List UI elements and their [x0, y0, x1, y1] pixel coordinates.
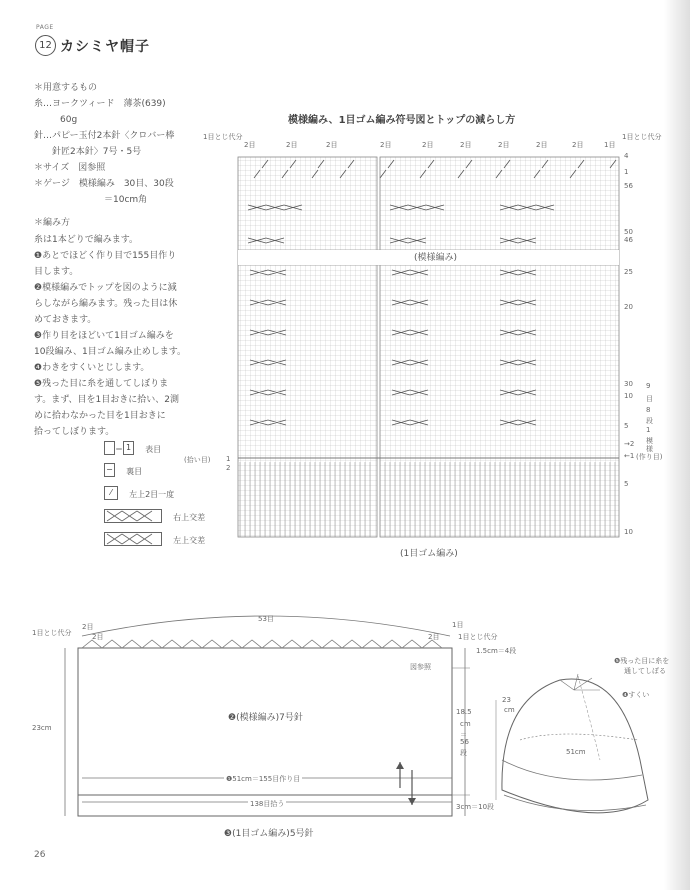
- schematic-pickup: 138目拾う: [250, 800, 285, 808]
- hat-height-label: 23: [502, 696, 511, 704]
- schematic-seam-right: 1目とじ代分: [458, 633, 498, 641]
- schematic-pattern-label: ❷(模様編み)7号針: [228, 713, 303, 723]
- method-line-9: ❹わきをすくいとじします。: [34, 363, 150, 373]
- materials-line-7: ＝10cm角: [104, 195, 148, 205]
- legend-knit: ＝ 1 表目: [104, 437, 161, 456]
- method-line-12: めに拾わなかった目を1目おきに: [34, 411, 166, 421]
- right-note: 8: [646, 406, 651, 414]
- row-num: 25: [624, 268, 633, 276]
- schematic-body-eq: ＝: [460, 731, 467, 739]
- row-num: 50: [624, 228, 633, 236]
- row-num: 10: [624, 392, 633, 400]
- legend-knit-label: 表目: [145, 445, 162, 454]
- chart-seam-left: 1目とじ代分: [203, 133, 243, 141]
- rib-num: 5: [624, 480, 629, 488]
- method-line-3: 目します。: [34, 267, 79, 277]
- chart-dec-label: 2目: [244, 141, 256, 149]
- method-line-2: ❶あとでほどく作り目で155目作り: [34, 251, 177, 261]
- materials-line-5: ＊サイズ 図参照: [34, 163, 106, 173]
- right-note: 段: [646, 417, 653, 425]
- method-line-6: めておきます。: [34, 315, 97, 325]
- chart-dec-label: 2目: [498, 141, 510, 149]
- method-line-0: ＊編み方: [34, 218, 71, 228]
- chart-dec-label: 2目: [380, 141, 392, 149]
- method-line-11: す。まず、目を1目おきに拾い、2測: [34, 395, 180, 405]
- chart-dec-label: 2目: [286, 141, 298, 149]
- row-num: 4: [624, 152, 629, 160]
- method-line-5: らしながら編みます。残った目は休: [34, 299, 178, 309]
- hat-circumference-label: 51cm: [566, 748, 586, 756]
- chart-dec-label: 2目: [460, 141, 472, 149]
- chart-title: 模様編み、1目ゴム編み符号図とトップの減らし方: [288, 115, 516, 126]
- row-num: 1: [624, 168, 629, 176]
- hat-note-4: ❹すくい: [622, 691, 650, 699]
- chart-dec-label: 2目: [572, 141, 584, 149]
- schematic-ref: 図参照: [410, 663, 431, 671]
- legend-purl-label: 裏目: [126, 467, 143, 476]
- row-num: 5: [624, 422, 629, 430]
- schematic-seam-left: 1目とじ代分: [32, 629, 72, 637]
- right-note: 1: [646, 426, 651, 434]
- page-title: カシミヤ帽子: [60, 39, 150, 55]
- method-line-8: 10段編み、1目ゴム編み止めします。: [34, 347, 186, 357]
- right-note: 目: [646, 395, 653, 403]
- schematic-body-rows-unit: 段: [460, 749, 467, 757]
- schematic-rib-height: 3cm＝10段: [456, 803, 495, 811]
- rib-num: 2: [226, 464, 231, 472]
- row-num: 30: [624, 380, 633, 388]
- schematic-rib-label: ❸(1目ゴム編み)5号針: [224, 829, 314, 839]
- hat-note-5-line2: 通してしぼる: [624, 667, 666, 675]
- hat-bottom-line: [504, 795, 646, 811]
- right-note: 模: [646, 437, 653, 445]
- hat-brim-line: [502, 760, 642, 780]
- schematic-right-2: 2目: [428, 633, 440, 641]
- method-line-10: ❺残った目に糸を通してしぼりま: [34, 379, 169, 389]
- schematic-body-unit: cm: [460, 720, 471, 728]
- legend-k2tog-label: 左上2目一度: [129, 490, 175, 499]
- method-line-1: 糸は1本どりで編みます。: [34, 235, 139, 245]
- pattern-number-badge: 12: [35, 35, 56, 56]
- legend-cross-right-label: 右上交差: [173, 513, 206, 522]
- chart-dec-label: 2目: [326, 141, 338, 149]
- schematic-right-1: 1目: [452, 621, 464, 629]
- chart-dec-label: 2目: [422, 141, 434, 149]
- legend-purl-box: −: [104, 463, 115, 477]
- row-arrow: ←1: [624, 452, 635, 460]
- materials-line-3: 針…パピー玉付2本針〈クロバー棒: [34, 131, 175, 141]
- schematic-body-rows: 56: [460, 738, 469, 746]
- materials-line-0: ＊用意するもの: [34, 83, 98, 93]
- hat-height-unit: cm: [504, 706, 515, 714]
- chart-dec-label-1: 1目: [604, 141, 616, 149]
- chart-pickup-label: (拾い目): [184, 456, 211, 464]
- schematic-total-height: 23cm: [32, 724, 52, 732]
- chart-rib-label: (1目ゴム編み): [400, 549, 458, 559]
- method-line-7: ❸作り目をほどいて1目ゴム編みを: [34, 331, 174, 341]
- method-line-13: 拾ってしぼります。: [34, 427, 115, 437]
- schematic-top-count: 53目: [258, 615, 274, 623]
- materials-line-1: 糸…ヨークツィード 薄茶(639): [34, 99, 166, 109]
- row-num: 46: [624, 236, 633, 244]
- schematic-cast-on: ❶51cm＝155目作り目: [226, 775, 301, 783]
- chart-dec-label: 2目: [536, 141, 548, 149]
- right-note: 様: [646, 445, 653, 453]
- chart-pattern-label: (模様編み): [410, 250, 461, 263]
- schematic-height-top: 1.5cm＝4段: [476, 647, 517, 655]
- hat-circumference: [520, 734, 638, 740]
- right-note: 9: [646, 382, 651, 390]
- hat-note-5-line1: ❺残った目に糸を: [614, 657, 670, 665]
- schematic-body-height: 18.5: [456, 708, 472, 716]
- hat-top-gathers: [560, 674, 600, 690]
- schematic-left-2b: 2目: [92, 633, 104, 641]
- materials-line-4: 針匠2本針〉7号・5号: [52, 147, 142, 157]
- materials-line-6: ＊ゲージ 模様編み 30目、30段: [34, 179, 174, 189]
- legend-knit-one: 1: [123, 441, 134, 455]
- rib-num: 1: [226, 455, 231, 463]
- legend-cross-left-label: 左上交差: [173, 536, 206, 545]
- row-num: 20: [624, 303, 633, 311]
- rib-num: 10: [624, 528, 633, 536]
- materials-line-2: 60g: [60, 115, 78, 125]
- legend-k2tog-symbol: ⁄: [104, 486, 118, 500]
- right-note: (作り目): [636, 453, 663, 461]
- method-line-4: ❷模様編みでトップを図のように減: [34, 283, 177, 293]
- row-num: 56: [624, 182, 633, 190]
- chart-seam-right: 1目とじ代分: [622, 133, 662, 141]
- page-label: PAGE: [36, 24, 54, 31]
- page-number: 26: [34, 850, 46, 860]
- row-arrow: →2: [624, 440, 635, 448]
- schematic-left-2: 2目: [82, 623, 94, 631]
